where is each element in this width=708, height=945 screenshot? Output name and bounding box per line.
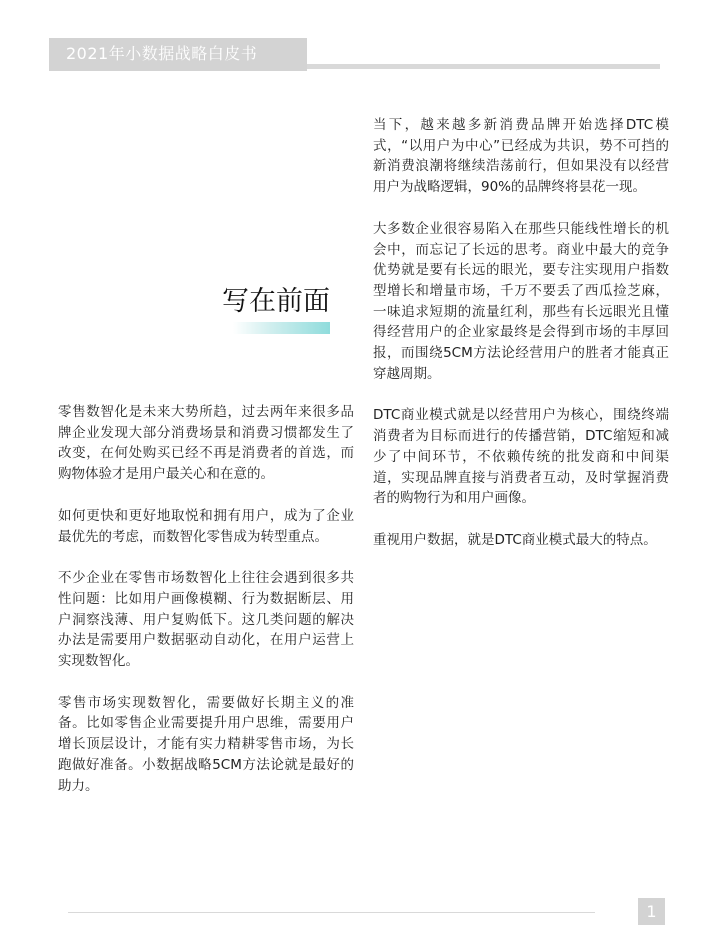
left-paragraph-1: 零售数智化是未来大势所趋，过去两年来很多品牌企业发现大部分消费场景和消费习惯都发生了改变，在何处购买已经不再是消费者的首选，而购物体验才是用户最关心和在意的。 [58, 404, 354, 483]
footer-rule [68, 912, 595, 913]
left-paragraph-2: 如何更快和更好地取悦和拥有用户，成为了企业最优先的考虑，而数智化零售成为转型重点。 [58, 507, 354, 545]
header-rule [307, 64, 660, 69]
page-number: 1 [638, 898, 665, 925]
right-paragraph-2: 大多数企业很容易陷入在那些只能线性增长的机会中，而忘记了长远的思考。商业中最大的竞争优势就是要有长远的眼光，要专注实现用户指数型增长和增量市场，千万不要丢了西瓜捡芝麻，一味追求短期的流量红利，那些有长远眼光且懂得经营用户的企业家最终是会得到市场的丰厚回报，而围绕5CM方法论经营用户的胜者才能真正穿越周期。 [373, 220, 669, 382]
right-column [373, 115, 669, 572]
left-paragraph-3: 不少企业在零售市场数智化上往往会遇到很多共性问题：比如用户画像模糊、行为数据断层、用户洞察浅薄、用户复购低下。这几类问题的解决办法是需要用户数据驱动自动化，在用户运营上实现数智化。 [58, 570, 354, 670]
right-paragraph-1: 当下，越来越多新消费品牌开始选择DTC模式，“以用户为中心”已经成为共识，势不可挡的新消费浪潮将继续浩荡前行，但如果没有以经营用户为战略逻辑，90%的品牌终将昙花一现。 [373, 117, 669, 196]
right-paragraph-4: 重视用户数据，就是DTC商业模式最大的特点。 [373, 531, 657, 548]
section-title: 写在前面 [222, 286, 330, 317]
left-paragraph-4: 零售市场实现数智化，需要做好长期主义的准备。比如零售企业需要提升用户思维，需要用户增长顶层设计，才能有实力精耕零售市场，为长跑做好准备。小数据战略5CM方法论就是最好的助力。 [58, 694, 354, 794]
title-underline-gradient [233, 322, 330, 334]
right-paragraph-3: DTC商业模式就是以经营用户为核心，围绕终端消费者为目标而进行的传播营销，DTC缩短和减少了中间环节，不依赖传统的批发商和中间渠道，实现品牌直接与消费者互动，及时掌握消费者的购物行为和用户画像。 [373, 407, 669, 507]
left-column [58, 402, 354, 817]
header-title: 2021年小数据战略白皮书 [66, 44, 258, 63]
